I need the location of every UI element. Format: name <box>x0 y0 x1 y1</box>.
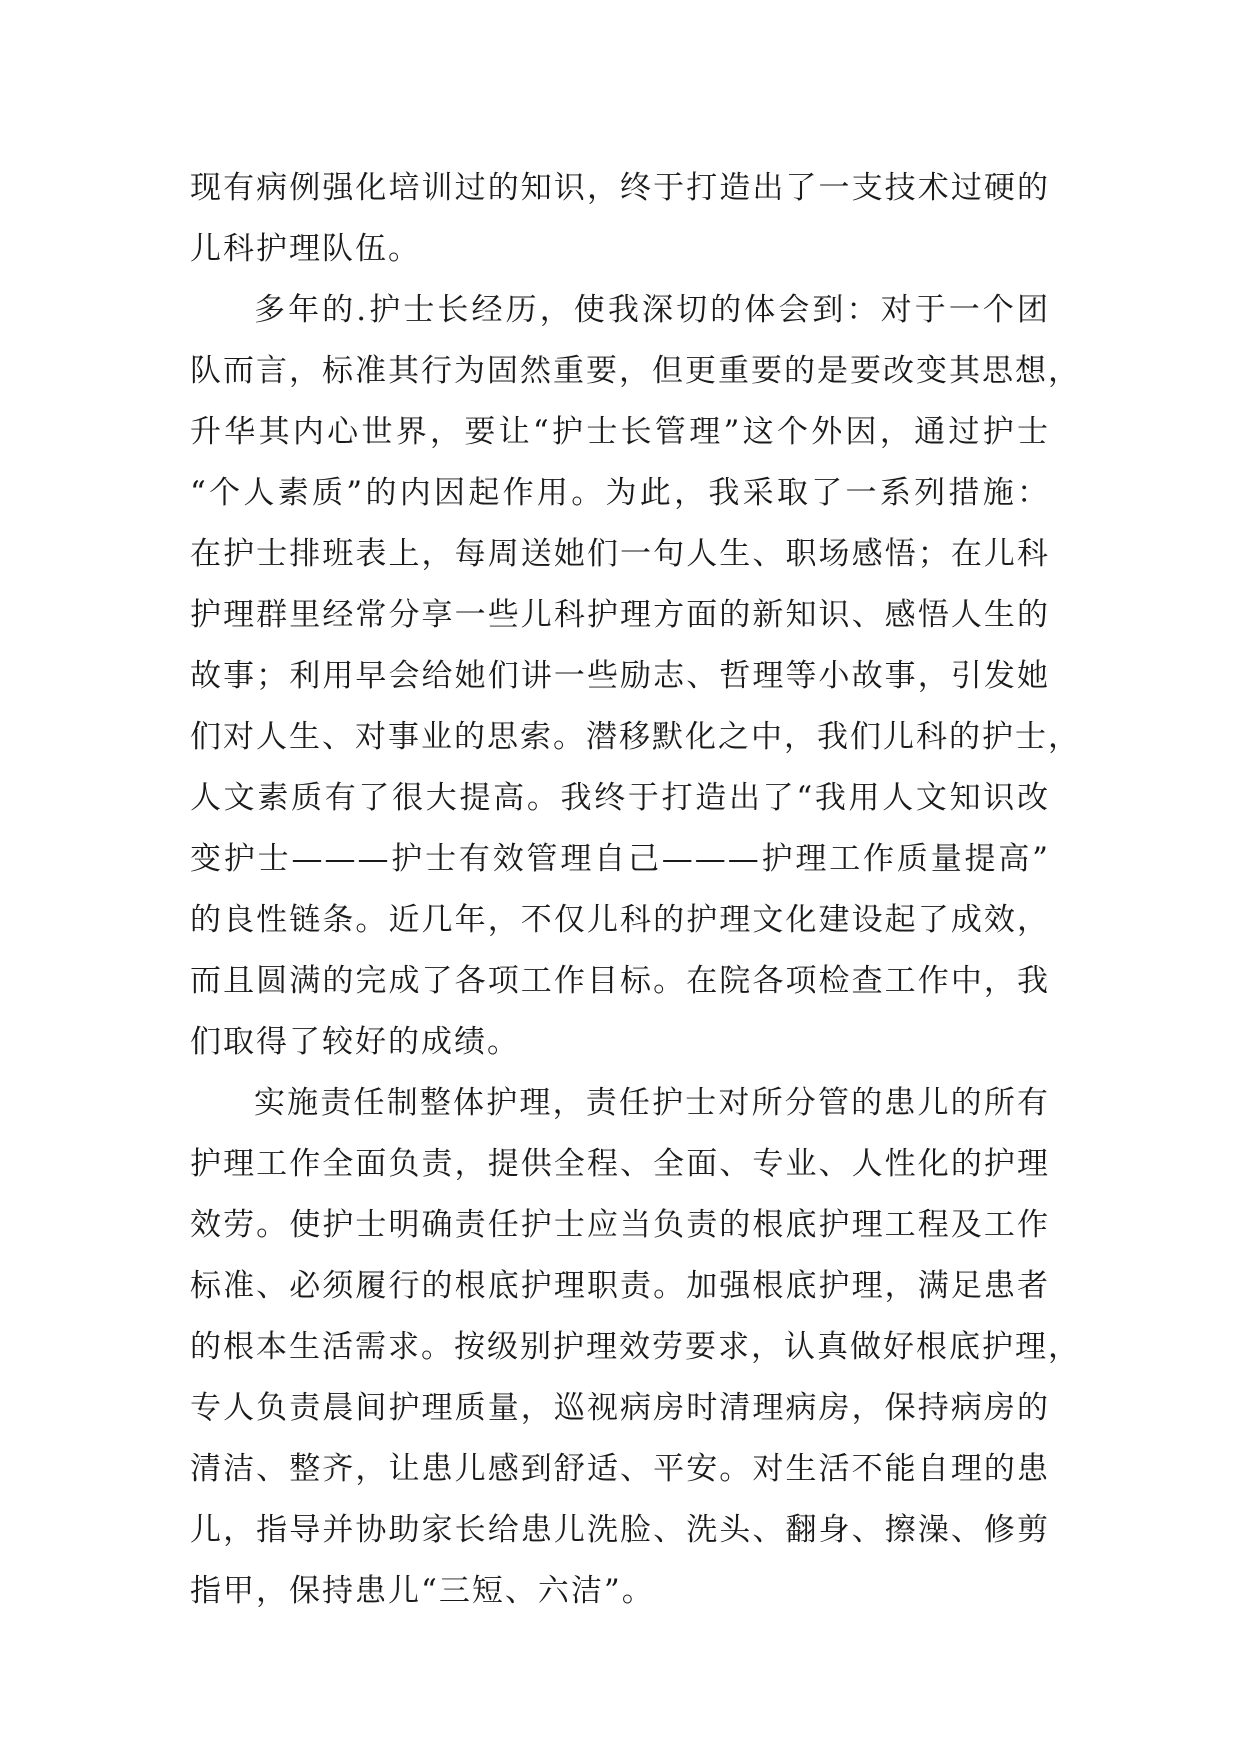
text-line: 人文素质有了很大提高。我终于打造出了“我用人文知识改 <box>190 780 1050 816</box>
text-line: 实施责任制整体护理，责任护士对所分管的患儿的所有 <box>254 1085 1050 1121</box>
text-line: “个人素质”的内因起作用。为此，我采取了一系列措施： <box>190 475 1050 511</box>
text-line: 升华其内心世界，要让“护士长管理”这个外因，通过护士 <box>190 414 1050 450</box>
text-line: 效劳。使护士明确责任护士应当负责的根底护理工程及工作 <box>190 1207 1050 1243</box>
text-line: 在护士排班表上，每周送她们一句人生、职场感悟；在儿科 <box>190 536 1050 572</box>
text-line: 队而言，标准其行为固然重要，但更重要的是要改变其思想， <box>190 353 1081 389</box>
text-line: 指甲，保持患儿“三短、六洁”。 <box>190 1573 655 1609</box>
text-line: 现有病例强化培训过的知识，终于打造出了一支技术过硬的 <box>190 170 1050 206</box>
text-line: 护理工作全面负责，提供全程、全面、专业、人性化的护理 <box>190 1146 1050 1182</box>
text-line: 标准、必须履行的根底护理职责。加强根底护理，满足患者 <box>190 1268 1050 1304</box>
text-line: 的良性链条。近几年，不仅儿科的护理文化建设起了成效， <box>190 902 1050 938</box>
text-line: 护理群里经常分享一些儿科护理方面的新知识、感悟人生的 <box>190 597 1050 633</box>
text-line: 多年的.护士长经历，使我深切的体会到：对于一个团 <box>254 292 1050 328</box>
text-line: 专人负责晨间护理质量，巡视病房时清理病房，保持病房的 <box>190 1390 1050 1426</box>
text-line: 清洁、整齐，让患儿感到舒适、平安。对生活不能自理的患 <box>190 1451 1050 1487</box>
text-line: 而且圆满的完成了各项工作目标。在院各项检查工作中，我 <box>190 963 1050 999</box>
body-text <box>190 158 1081 1622</box>
text-line: 的根本生活需求。按级别护理效劳要求，认真做好根底护理， <box>190 1329 1081 1365</box>
text-line: 们对人生、对事业的思索。潜移默化之中，我们儿科的护士， <box>190 719 1081 755</box>
text-line: 变护士———护士有效管理自己———护理工作质量提高” <box>190 841 1050 877</box>
text-line: 故事；利用早会给她们讲一些励志、哲理等小故事，引发她 <box>190 658 1050 694</box>
text-line: 儿，指导并协助家长给患儿洗脸、洗头、翻身、擦澡、修剪 <box>190 1512 1050 1548</box>
text-line: 们取得了较好的成绩。 <box>190 1024 520 1060</box>
text-line: 儿科护理队伍。 <box>190 231 421 267</box>
